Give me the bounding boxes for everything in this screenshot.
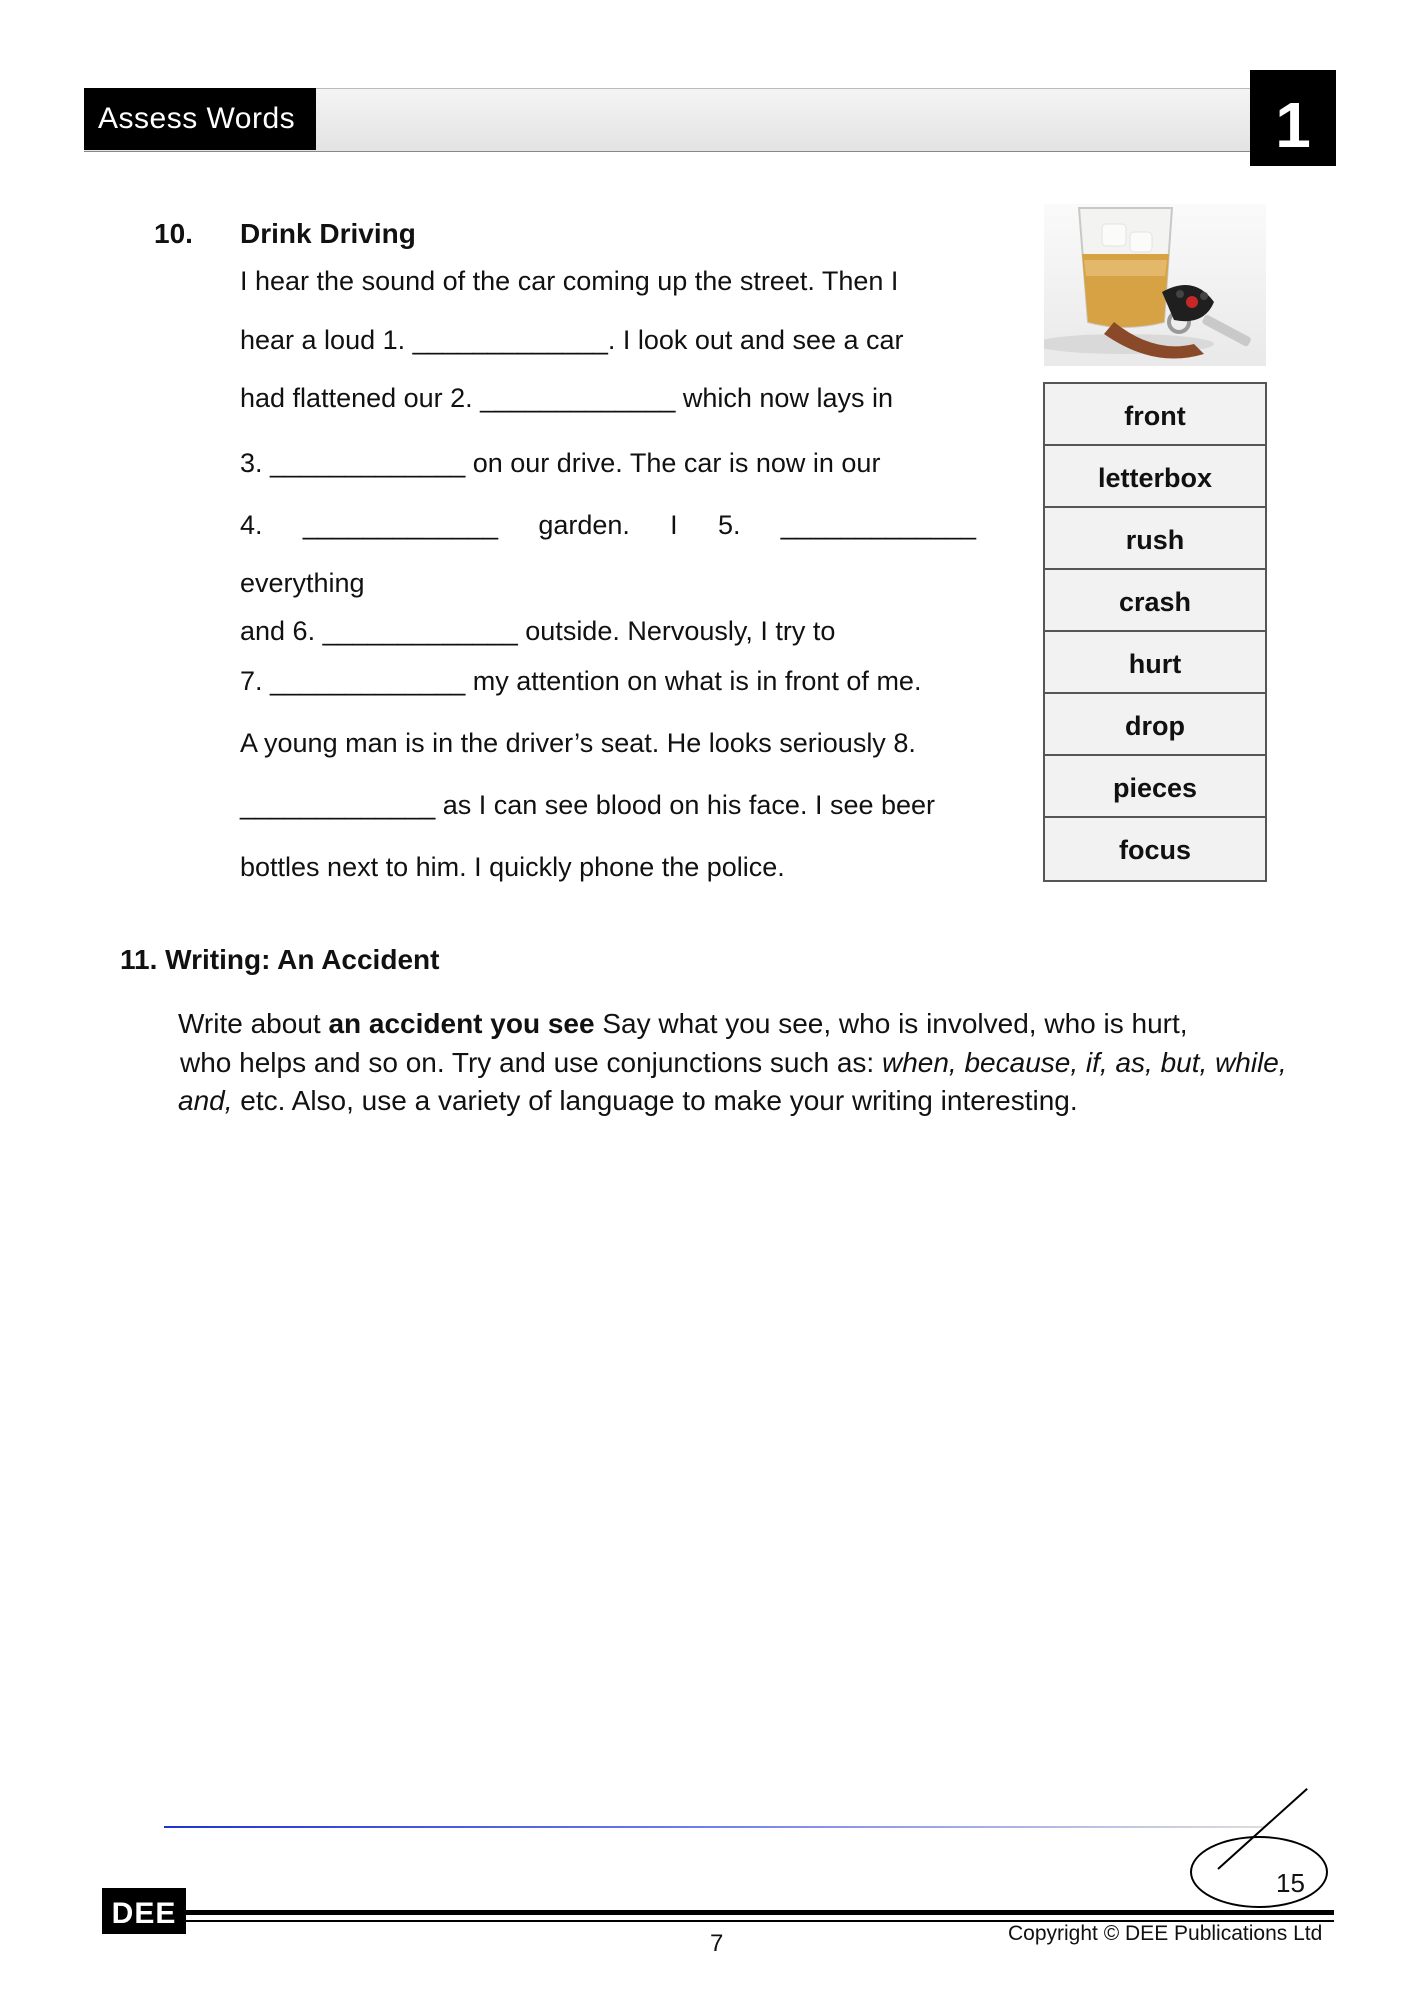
footer-rule — [186, 1910, 1334, 1915]
dee-logo: DEE — [102, 1888, 186, 1934]
score-total: 15 — [1276, 1868, 1305, 1898]
whisky-and-keys-image — [1044, 204, 1266, 366]
passage-word-garden: garden. — [538, 510, 630, 540]
q11-text: etc. Also, use a variety of language to make your writing interesting. — [232, 1085, 1078, 1116]
score-oval — [1190, 1836, 1328, 1908]
question-11-line-3 — [178, 1085, 1078, 1117]
copyright-text: Copyright © DEE Publications Ltd — [1008, 1922, 1323, 1945]
q11-conjunctions: and, — [178, 1085, 233, 1116]
header-title: Assess Words 5 — [84, 88, 316, 150]
word-bank-item: drop — [1045, 694, 1265, 756]
passage-word-i: I — [670, 510, 678, 540]
q11-text: who helps and so on. Try and use conjunctions such as: — [180, 1047, 882, 1078]
footer-divider — [164, 1826, 1264, 1828]
word-bank-item: crash — [1045, 570, 1265, 632]
passage-line-8: 7. _____________ my attention on what is in front of me. — [240, 666, 922, 696]
passage-line-6: everything — [240, 568, 365, 598]
passage-line-11: bottles next to him. I quickly phone the police. — [240, 852, 785, 882]
passage-line-10: _____________ as I can see blood on his face. I see beer — [240, 790, 936, 820]
word-bank-item: hurt — [1045, 632, 1265, 694]
q11-conjunctions: when, because, if, as, but, while, — [881, 1047, 1287, 1078]
passage-line-3: had flattened our 2. _____________ which now lays in — [240, 383, 893, 413]
word-bank-item: letterbox — [1045, 446, 1265, 508]
passage-line-5 — [240, 510, 976, 541]
word-bank-item: pieces — [1045, 756, 1265, 818]
passage-line-4: 3. _____________ on our drive. The car is now in our — [240, 448, 881, 478]
passage-blank-4[interactable]: _____________ — [302, 510, 499, 540]
passage-blank-5[interactable]: _____________ — [780, 510, 976, 540]
passage-line-2: hear a loud 1. _____________. I look out and see a car — [240, 325, 904, 355]
passage-line-9: A young man is in the driver’s seat. He looks seriously 8. — [240, 728, 916, 758]
word-bank-item: front — [1045, 384, 1265, 446]
question-10-title: Drink Driving — [240, 218, 416, 249]
q11-text: Say what you see, who is involved, who is hurt, — [594, 1008, 1188, 1039]
question-10-number: 10. — [154, 218, 193, 249]
question-11-line-1 — [178, 1008, 1188, 1040]
q11-bold-topic: an accident you see — [328, 1008, 595, 1039]
word-bank-item: focus — [1045, 818, 1265, 880]
word-bank-item: rush — [1045, 508, 1265, 570]
passage-blank-4-label: 4. — [240, 510, 263, 540]
question-11-line-2 — [180, 1047, 1287, 1079]
q11-text: Write about — [178, 1008, 329, 1039]
passage-line-1: I hear the sound of the car coming up the street. Then I — [240, 266, 899, 296]
page-number: 7 — [710, 1930, 724, 1957]
passage-blank-5-label: 5. — [717, 510, 741, 540]
unit-number-badge: 1 — [1250, 70, 1336, 166]
question-11-title: 11. Writing: An Accident — [120, 944, 440, 975]
word-bank — [1043, 382, 1267, 882]
passage-line-7: and 6. _____________ outside. Nervously, I try to — [240, 616, 836, 646]
